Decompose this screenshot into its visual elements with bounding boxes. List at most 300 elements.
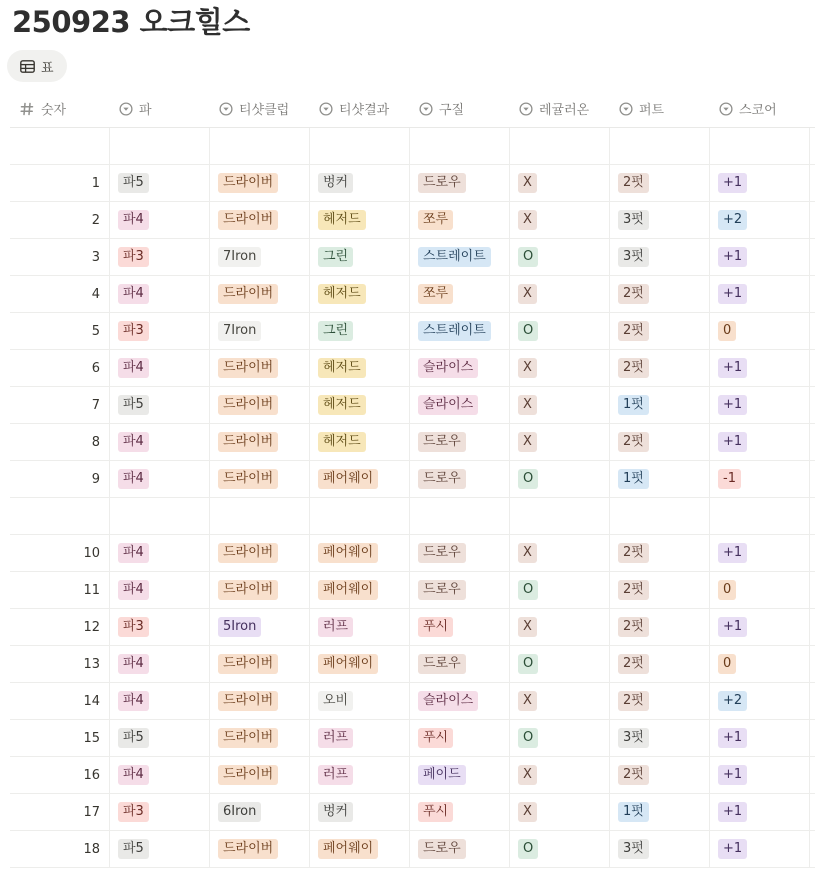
gir-tag: X bbox=[518, 691, 537, 711]
par-cell[interactable] bbox=[110, 831, 210, 867]
column-header[interactable] bbox=[710, 90, 810, 127]
column-header[interactable] bbox=[510, 90, 610, 127]
shape-tag: 쪼루 bbox=[418, 210, 453, 230]
table-row[interactable] bbox=[10, 498, 815, 535]
shape-cell[interactable] bbox=[410, 276, 510, 312]
hole-number-cell[interactable] bbox=[10, 831, 110, 867]
gir-tag: O bbox=[518, 247, 538, 267]
gir-cell[interactable] bbox=[510, 165, 610, 201]
shape-cell[interactable] bbox=[410, 646, 510, 682]
par-cell[interactable] bbox=[110, 387, 210, 423]
score-tag: +1 bbox=[718, 395, 747, 415]
gir-cell[interactable] bbox=[510, 239, 610, 275]
putt-cell[interactable] bbox=[610, 720, 710, 756]
table-row[interactable] bbox=[10, 757, 815, 794]
hole-number: 16 bbox=[83, 767, 100, 783]
par-cell[interactable] bbox=[110, 498, 210, 534]
gir-tag: O bbox=[518, 580, 538, 600]
column-header-label: 퍼트 bbox=[639, 103, 665, 118]
club-tag: 6Iron bbox=[218, 802, 261, 822]
gir-tag: X bbox=[518, 543, 537, 563]
score-tag: 0 bbox=[718, 580, 736, 600]
score-cell[interactable] bbox=[710, 387, 810, 423]
score-tag: -1 bbox=[718, 469, 741, 489]
par-cell[interactable] bbox=[110, 720, 210, 756]
table-row[interactable] bbox=[10, 831, 815, 868]
table-row[interactable] bbox=[10, 683, 815, 720]
club-cell[interactable] bbox=[210, 313, 310, 349]
score-cell[interactable] bbox=[710, 276, 810, 312]
score-cell[interactable] bbox=[710, 572, 810, 608]
putt-cell[interactable] bbox=[610, 831, 710, 867]
result-cell[interactable] bbox=[310, 128, 410, 164]
score-cell[interactable] bbox=[710, 757, 810, 793]
club-tag: 드라이버 bbox=[218, 210, 278, 230]
score-cell[interactable] bbox=[710, 831, 810, 867]
column-header[interactable] bbox=[10, 90, 110, 127]
hole-number-cell[interactable] bbox=[10, 350, 110, 386]
shape-cell[interactable] bbox=[410, 794, 510, 830]
table-row[interactable] bbox=[10, 461, 815, 498]
hole-number-cell[interactable] bbox=[10, 757, 110, 793]
par-cell[interactable] bbox=[110, 350, 210, 386]
putt-cell[interactable] bbox=[610, 683, 710, 719]
club-cell[interactable] bbox=[210, 609, 310, 645]
shape-tag: 스트레이트 bbox=[418, 321, 491, 341]
select-icon bbox=[619, 102, 633, 116]
hole-number: 1 bbox=[91, 175, 100, 191]
par-cell[interactable] bbox=[110, 276, 210, 312]
hole-number-cell[interactable] bbox=[10, 276, 110, 312]
table-row[interactable] bbox=[10, 128, 815, 165]
club-cell[interactable] bbox=[210, 646, 310, 682]
result-cell[interactable] bbox=[310, 794, 410, 830]
club-cell[interactable] bbox=[210, 720, 310, 756]
column-header[interactable] bbox=[110, 90, 210, 127]
table-row[interactable] bbox=[10, 572, 815, 609]
view-tab-table[interactable] bbox=[7, 50, 67, 82]
putt-tag: 1펏 bbox=[618, 395, 649, 415]
shape-cell[interactable] bbox=[410, 720, 510, 756]
putt-cell[interactable] bbox=[610, 757, 710, 793]
putt-cell[interactable] bbox=[610, 424, 710, 460]
putt-cell[interactable] bbox=[610, 165, 710, 201]
table-row[interactable] bbox=[10, 794, 815, 831]
table-row[interactable] bbox=[10, 276, 815, 313]
putt-tag: 3펏 bbox=[618, 839, 649, 859]
club-cell[interactable] bbox=[210, 165, 310, 201]
hole-number: 12 bbox=[83, 619, 100, 635]
score-cell[interactable] bbox=[710, 239, 810, 275]
club-cell[interactable] bbox=[210, 757, 310, 793]
putt-tag: 3펏 bbox=[618, 247, 649, 267]
gir-cell[interactable] bbox=[510, 683, 610, 719]
score-cell[interactable] bbox=[710, 350, 810, 386]
club-tag: 7Iron bbox=[218, 321, 261, 341]
putt-cell[interactable] bbox=[610, 350, 710, 386]
score-cell[interactable] bbox=[710, 498, 810, 534]
score-cell[interactable] bbox=[710, 424, 810, 460]
gir-cell[interactable] bbox=[510, 276, 610, 312]
putt-tag: 2펏 bbox=[618, 765, 649, 785]
hole-number: 7 bbox=[91, 397, 100, 413]
shape-cell[interactable] bbox=[410, 498, 510, 534]
par-tag: 파4 bbox=[118, 469, 149, 489]
table-row[interactable] bbox=[10, 535, 815, 572]
hole-number: 4 bbox=[91, 286, 100, 302]
result-tag: 러프 bbox=[318, 728, 353, 748]
club-tag: 드라이버 bbox=[218, 395, 278, 415]
table-row[interactable] bbox=[10, 350, 815, 387]
gir-cell[interactable] bbox=[510, 609, 610, 645]
hole-number: 17 bbox=[83, 804, 100, 820]
column-header[interactable] bbox=[610, 90, 710, 127]
shape-cell[interactable] bbox=[410, 609, 510, 645]
gir-cell[interactable] bbox=[510, 831, 610, 867]
result-cell[interactable] bbox=[310, 239, 410, 275]
par-tag: 파3 bbox=[118, 802, 149, 822]
par-tag: 파5 bbox=[118, 728, 149, 748]
table-row[interactable] bbox=[10, 165, 815, 202]
par-tag: 파4 bbox=[118, 210, 149, 230]
putt-cell[interactable] bbox=[610, 202, 710, 238]
club-tag: 드라이버 bbox=[218, 580, 278, 600]
shape-tag: 드로우 bbox=[418, 654, 466, 674]
column-header[interactable] bbox=[410, 90, 510, 127]
gir-cell[interactable] bbox=[510, 350, 610, 386]
score-cell[interactable] bbox=[710, 720, 810, 756]
score-cell[interactable] bbox=[710, 683, 810, 719]
hole-number-cell[interactable] bbox=[10, 794, 110, 830]
shape-cell[interactable] bbox=[410, 831, 510, 867]
hole-number-cell[interactable] bbox=[10, 202, 110, 238]
hole-number: 5 bbox=[91, 323, 100, 339]
result-cell[interactable] bbox=[310, 165, 410, 201]
shape-tag: 페이드 bbox=[418, 765, 466, 785]
result-cell[interactable] bbox=[310, 498, 410, 534]
par-cell[interactable] bbox=[110, 794, 210, 830]
putt-cell[interactable] bbox=[610, 276, 710, 312]
gir-cell[interactable] bbox=[510, 202, 610, 238]
table-row[interactable] bbox=[10, 239, 815, 276]
table-row[interactable] bbox=[10, 646, 815, 683]
shape-tag: 슬라이스 bbox=[418, 395, 478, 415]
result-cell[interactable] bbox=[310, 683, 410, 719]
select-icon bbox=[519, 102, 533, 116]
shape-cell[interactable] bbox=[410, 387, 510, 423]
club-cell[interactable] bbox=[210, 461, 310, 497]
putt-tag: 2펏 bbox=[618, 321, 649, 341]
par-tag: 파4 bbox=[118, 580, 149, 600]
result-cell[interactable] bbox=[310, 424, 410, 460]
gir-cell[interactable] bbox=[510, 535, 610, 571]
result-cell[interactable] bbox=[310, 350, 410, 386]
score-tag: +1 bbox=[718, 765, 747, 785]
result-tag: 페어웨이 bbox=[318, 469, 378, 489]
putt-tag: 2펏 bbox=[618, 543, 649, 563]
hole-number: 2 bbox=[91, 212, 100, 228]
result-cell[interactable] bbox=[310, 313, 410, 349]
gir-cell[interactable] bbox=[510, 498, 610, 534]
gir-tag: O bbox=[518, 654, 538, 674]
hole-number-cell[interactable] bbox=[10, 683, 110, 719]
par-cell[interactable] bbox=[110, 424, 210, 460]
hole-number-cell[interactable] bbox=[10, 498, 110, 534]
score-tag: +1 bbox=[718, 284, 747, 304]
hole-number-cell[interactable] bbox=[10, 609, 110, 645]
shape-cell[interactable] bbox=[410, 239, 510, 275]
gir-cell[interactable] bbox=[510, 387, 610, 423]
club-tag: 드라이버 bbox=[218, 284, 278, 304]
result-tag: 페어웨이 bbox=[318, 543, 378, 563]
club-tag: 드라이버 bbox=[218, 358, 278, 378]
putt-cell[interactable] bbox=[610, 609, 710, 645]
score-cell[interactable] bbox=[710, 313, 810, 349]
result-tag: 그린 bbox=[318, 247, 353, 267]
result-cell[interactable] bbox=[310, 535, 410, 571]
score-tag: +1 bbox=[718, 247, 747, 267]
putt-cell[interactable] bbox=[610, 461, 710, 497]
club-tag: 드라이버 bbox=[218, 654, 278, 674]
column-header[interactable] bbox=[310, 90, 410, 127]
shape-cell[interactable] bbox=[410, 535, 510, 571]
score-tag: +1 bbox=[718, 432, 747, 452]
column-header-label: 파 bbox=[139, 103, 152, 118]
gir-cell[interactable] bbox=[510, 313, 610, 349]
par-tag: 파4 bbox=[118, 691, 149, 711]
putt-cell[interactable] bbox=[610, 239, 710, 275]
gir-cell[interactable] bbox=[510, 572, 610, 608]
shape-cell[interactable] bbox=[410, 313, 510, 349]
table-row[interactable] bbox=[10, 424, 815, 461]
score-cell[interactable] bbox=[710, 609, 810, 645]
club-cell[interactable] bbox=[210, 424, 310, 460]
shape-cell[interactable] bbox=[410, 165, 510, 201]
putt-cell[interactable] bbox=[610, 387, 710, 423]
par-cell[interactable] bbox=[110, 202, 210, 238]
table-row[interactable] bbox=[10, 313, 815, 350]
putt-tag: 2펏 bbox=[618, 691, 649, 711]
shape-cell[interactable] bbox=[410, 424, 510, 460]
select-icon bbox=[119, 102, 133, 116]
putt-cell[interactable] bbox=[610, 498, 710, 534]
shape-cell[interactable] bbox=[410, 128, 510, 164]
shape-tag: 드로우 bbox=[418, 839, 466, 859]
result-tag: 벙커 bbox=[318, 173, 353, 193]
hole-number-cell[interactable] bbox=[10, 239, 110, 275]
par-tag: 파4 bbox=[118, 284, 149, 304]
putt-cell[interactable] bbox=[610, 646, 710, 682]
putt-cell[interactable] bbox=[610, 572, 710, 608]
hole-number: 9 bbox=[91, 471, 100, 487]
result-tag: 헤저드 bbox=[318, 284, 366, 304]
shape-cell[interactable] bbox=[410, 757, 510, 793]
shape-tag: 드로우 bbox=[418, 469, 466, 489]
par-cell[interactable] bbox=[110, 646, 210, 682]
gir-cell[interactable] bbox=[510, 128, 610, 164]
putt-tag: 1펏 bbox=[618, 469, 649, 489]
putt-cell[interactable] bbox=[610, 794, 710, 830]
club-cell[interactable] bbox=[210, 831, 310, 867]
page-title: 250923 오크힐스 bbox=[12, 5, 250, 39]
score-tag: +1 bbox=[718, 839, 747, 859]
result-tag: 러프 bbox=[318, 617, 353, 637]
club-cell[interactable] bbox=[210, 202, 310, 238]
gir-cell[interactable] bbox=[510, 757, 610, 793]
score-tag: 0 bbox=[718, 321, 736, 341]
club-cell[interactable] bbox=[210, 572, 310, 608]
result-cell[interactable] bbox=[310, 646, 410, 682]
par-cell[interactable] bbox=[110, 683, 210, 719]
club-cell[interactable] bbox=[210, 535, 310, 571]
par-tag: 파4 bbox=[118, 432, 149, 452]
score-cell[interactable] bbox=[710, 461, 810, 497]
score-cell[interactable] bbox=[710, 128, 810, 164]
club-tag: 드라이버 bbox=[218, 765, 278, 785]
club-cell[interactable] bbox=[210, 683, 310, 719]
shape-cell[interactable] bbox=[410, 461, 510, 497]
club-tag: 드라이버 bbox=[218, 543, 278, 563]
shape-tag: 쪼루 bbox=[418, 284, 453, 304]
hole-number-cell[interactable] bbox=[10, 128, 110, 164]
select-icon bbox=[219, 102, 233, 116]
gir-tag: O bbox=[518, 469, 538, 489]
score-tag: +2 bbox=[718, 210, 747, 230]
gir-cell[interactable] bbox=[510, 424, 610, 460]
putt-tag: 2펏 bbox=[618, 617, 649, 637]
column-header-label: 숫자 bbox=[41, 103, 67, 118]
score-tag: 0 bbox=[718, 654, 736, 674]
score-cell[interactable] bbox=[710, 646, 810, 682]
hole-number-cell[interactable] bbox=[10, 387, 110, 423]
table-icon bbox=[20, 60, 35, 73]
score-tag: +1 bbox=[718, 173, 747, 193]
score-tag: +1 bbox=[718, 728, 747, 748]
score-cell[interactable] bbox=[710, 535, 810, 571]
par-cell[interactable] bbox=[110, 609, 210, 645]
club-cell[interactable] bbox=[210, 128, 310, 164]
hole-number-cell[interactable] bbox=[10, 535, 110, 571]
shape-tag: 드로우 bbox=[418, 580, 466, 600]
par-tag: 파4 bbox=[118, 765, 149, 785]
result-cell[interactable] bbox=[310, 609, 410, 645]
club-tag: 드라이버 bbox=[218, 839, 278, 859]
view-tab-label: 표 bbox=[41, 60, 54, 76]
club-cell[interactable] bbox=[210, 498, 310, 534]
hole-number: 11 bbox=[83, 582, 100, 598]
result-cell[interactable] bbox=[310, 387, 410, 423]
column-header-label: 레귤러온 bbox=[539, 103, 590, 118]
gir-cell[interactable] bbox=[510, 794, 610, 830]
par-cell[interactable] bbox=[110, 461, 210, 497]
gir-tag: X bbox=[518, 802, 537, 822]
table-body bbox=[10, 128, 815, 868]
column-header-label: 구질 bbox=[439, 103, 465, 118]
par-cell[interactable] bbox=[110, 757, 210, 793]
result-cell[interactable] bbox=[310, 202, 410, 238]
shape-cell[interactable] bbox=[410, 683, 510, 719]
result-cell[interactable] bbox=[310, 757, 410, 793]
table-row[interactable] bbox=[10, 609, 815, 646]
result-cell[interactable] bbox=[310, 831, 410, 867]
shape-cell[interactable] bbox=[410, 202, 510, 238]
par-cell[interactable] bbox=[110, 313, 210, 349]
column-header[interactable] bbox=[210, 90, 310, 127]
result-cell[interactable] bbox=[310, 276, 410, 312]
table-row[interactable] bbox=[10, 720, 815, 757]
hole-number: 3 bbox=[91, 249, 100, 265]
hole-number-cell[interactable] bbox=[10, 646, 110, 682]
gir-tag: X bbox=[518, 173, 537, 193]
club-tag: 5Iron bbox=[218, 617, 261, 637]
shape-cell[interactable] bbox=[410, 350, 510, 386]
gir-tag: X bbox=[518, 432, 537, 452]
table-row[interactable] bbox=[10, 387, 815, 424]
shape-tag: 드로우 bbox=[418, 432, 466, 452]
result-tag: 헤저드 bbox=[318, 395, 366, 415]
par-cell[interactable] bbox=[110, 128, 210, 164]
par-cell[interactable] bbox=[110, 572, 210, 608]
result-tag: 벙커 bbox=[318, 802, 353, 822]
club-cell[interactable] bbox=[210, 239, 310, 275]
gir-tag: X bbox=[518, 617, 537, 637]
result-tag: 그린 bbox=[318, 321, 353, 341]
hole-number-cell[interactable] bbox=[10, 165, 110, 201]
gir-cell[interactable] bbox=[510, 646, 610, 682]
database-table bbox=[10, 90, 815, 868]
hole-number-cell[interactable] bbox=[10, 720, 110, 756]
hole-number-cell[interactable] bbox=[10, 313, 110, 349]
gir-cell[interactable] bbox=[510, 720, 610, 756]
score-cell[interactable] bbox=[710, 165, 810, 201]
result-cell[interactable] bbox=[310, 461, 410, 497]
score-tag: +2 bbox=[718, 691, 747, 711]
putt-cell[interactable] bbox=[610, 128, 710, 164]
par-cell[interactable] bbox=[110, 535, 210, 571]
shape-cell[interactable] bbox=[410, 572, 510, 608]
hole-number-cell[interactable] bbox=[10, 424, 110, 460]
putt-cell[interactable] bbox=[610, 313, 710, 349]
table-row[interactable] bbox=[10, 202, 815, 239]
shape-tag: 스트레이트 bbox=[418, 247, 491, 267]
shape-tag: 푸시 bbox=[418, 802, 453, 822]
gir-cell[interactable] bbox=[510, 461, 610, 497]
result-cell[interactable] bbox=[310, 572, 410, 608]
par-cell[interactable] bbox=[110, 165, 210, 201]
hole-number: 6 bbox=[91, 360, 100, 376]
hole-number-cell[interactable] bbox=[10, 461, 110, 497]
result-tag: 헤저드 bbox=[318, 432, 366, 452]
score-cell[interactable] bbox=[710, 794, 810, 830]
gir-tag: X bbox=[518, 358, 537, 378]
putt-tag: 2펏 bbox=[618, 654, 649, 674]
putt-tag: 3펏 bbox=[618, 210, 649, 230]
club-cell[interactable] bbox=[210, 350, 310, 386]
club-cell[interactable] bbox=[210, 387, 310, 423]
club-cell[interactable] bbox=[210, 794, 310, 830]
par-cell[interactable] bbox=[110, 239, 210, 275]
par-tag: 파5 bbox=[118, 839, 149, 859]
score-cell[interactable] bbox=[710, 202, 810, 238]
result-cell[interactable] bbox=[310, 720, 410, 756]
score-tag: +1 bbox=[718, 358, 747, 378]
club-cell[interactable] bbox=[210, 276, 310, 312]
putt-cell[interactable] bbox=[610, 535, 710, 571]
shape-tag: 드로우 bbox=[418, 543, 466, 563]
hole-number-cell[interactable] bbox=[10, 572, 110, 608]
shape-tag: 슬라이스 bbox=[418, 358, 478, 378]
table-header-row bbox=[10, 90, 815, 128]
